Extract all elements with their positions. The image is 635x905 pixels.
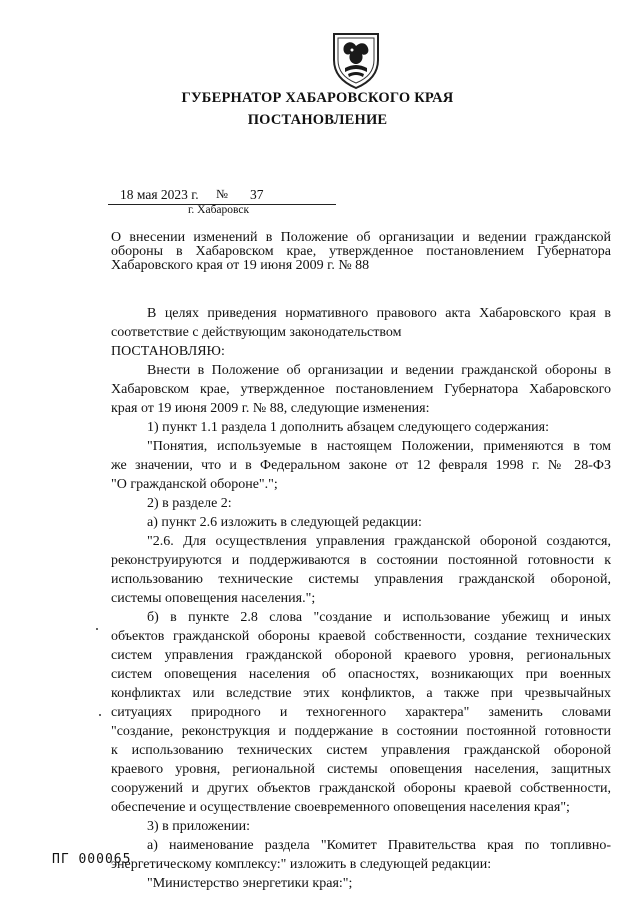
body-line: В целях приведения нормативного правового акта Хабаровского края в	[147, 306, 611, 321]
body-line: 3) в приложении:	[147, 819, 250, 834]
document-subject: О внесении изменений в Положение об организации и ведении гражданской обороны в Хабаровском крае, утвержденное постановлением Губернатора Хабаровского края от 19 июня 2009 г. № 88	[111, 230, 611, 273]
body-line: соответствие с действующим законодательством	[111, 325, 402, 340]
scan-speck	[96, 628, 98, 630]
body-line: а) пункт 2.6 изложить в следующей редакции:	[147, 515, 422, 530]
coat-of-arms-emblem	[330, 30, 382, 90]
body-line: "Понятия, используемые в настоящем Положении, применяются в том	[147, 439, 611, 454]
document-type: ПОСТАНОВЛЕНИЕ	[247, 112, 388, 128]
body-line: "О гражданской обороне".";	[111, 477, 278, 492]
body-line: конфликтах или вследствие этих конфликтов, а также при чрезвычайных	[111, 686, 611, 701]
body-line: системы оповещения населения.";	[111, 591, 316, 606]
document-date: 18 мая 2023 г.	[120, 187, 199, 202]
body-line: края от 19 июня 2009 г. № 88, следующие изменения:	[111, 401, 430, 416]
body-line: 1) пункт 1.1 раздела 1 дополнить абзацем следующего содержания:	[147, 420, 550, 435]
form-code: ПГ 000065	[52, 852, 132, 867]
body-line: а) наименование раздела "Комитет Правительства края по топливно-	[147, 838, 611, 853]
body-line: объектов гражданской обороны краевой собственности, создание технических	[111, 629, 611, 644]
document-number: 37	[250, 187, 264, 202]
body-line: же значении, что и в Федеральном законе от 12 февраля 1998 г. № 28-ФЗ	[111, 458, 611, 473]
body-line: ситуациях природного и техногенного характера" заменить словами	[111, 705, 611, 720]
body-line: "2.6. Для осуществления управления гражданской обороной создаются,	[147, 534, 611, 549]
body-line: систем управления гражданской обороной краевого уровня, региональных	[111, 648, 611, 663]
body-line: использованию технические системы управления гражданской обороной,	[111, 572, 611, 587]
body-line: реконструируются и поддерживаются в состоянии постоянной готовности к	[111, 553, 611, 568]
body-line: энергетическому комплексу:" изложить в следующей редакции:	[111, 857, 492, 872]
body-line: Внести в Положение об организации и ведении гражданской обороны в	[147, 363, 611, 378]
body-line: к использованию технических систем управления гражданской обороной	[111, 743, 611, 758]
body-line: 2) в разделе 2:	[147, 496, 232, 511]
document-city: г. Хабаровск	[188, 204, 250, 216]
body-line: "Министерство энергетики края:";	[147, 876, 353, 891]
date-number-line	[108, 187, 336, 205]
body-line: "создание, реконструкция и поддержание в состоянии постоянной готовности	[111, 724, 611, 739]
body-line: сооружений и других объектов гражданской обороны краевой собственности,	[111, 781, 611, 796]
scan-speck	[99, 714, 101, 716]
body-line: ПОСТАНОВЛЯЮ:	[111, 344, 225, 359]
body-line: краевого уровня, региональной системы оповещения населения, защитных	[111, 762, 611, 777]
issuing-authority: ГУБЕРНАТОР ХАБАРОВСКОГО КРАЯ	[181, 90, 454, 106]
number-sign: №	[216, 187, 228, 201]
body-line: обеспечение и осуществление своевременного оповещения населения края";	[111, 800, 570, 815]
body-line: систем оповещения населения об опасностях, возникающих при военных	[111, 667, 611, 682]
body-line: б) в пункте 2.8 слова "создание и использование убежищ и иных	[147, 610, 611, 625]
body-line: Хабаровском крае, утвержденное постановлением Губернатора Хабаровского	[111, 382, 611, 397]
